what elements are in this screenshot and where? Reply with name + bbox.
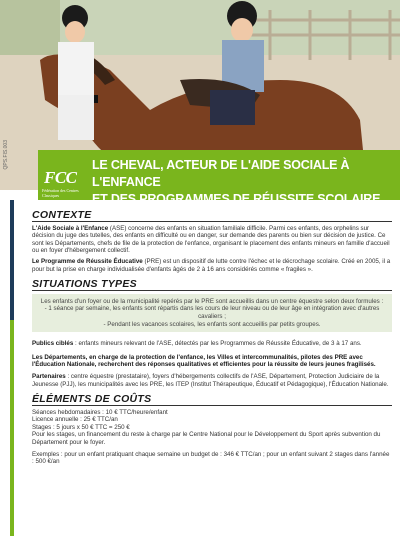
contexte-paragraph-ase: L'Aide Sociale à l'Enfance (ASE) concerne des enfants en situation familiale difficile. Parmi ces enfants, des orphelins sur décision du juge des tutelles, des enfants en difficulté ou en danger, sur demande des parents ou bien sur décision de justice. Ce sont les Départements, chefs de file de la protection de l'enfance, organisant le placement des enfants mineurs en famille d'accueil ou en foyer d'hébergement collectif. (32, 224, 390, 255)
partenaires-paragraph: Partenaires : centre équestre (prestataire), foyers d'hébergements collectifs de l'ASE, Département, Protection Judiciaire de la Jeunesse (PJJ), les municipalités avec les PRE, les ITEP (Institut Thérapeutique, Éducatif et Pédagogique), l'Éducation Nationale. (32, 372, 389, 388)
section-heading-situations: SITUATIONS TYPES (32, 281, 392, 291)
logo-text: FCC (44, 168, 77, 187)
situations-box (32, 294, 392, 332)
box-line: - 1 séance par semaine, les enfants sont répartis dans les cours de leur niveau ou de leur âge en intégration avec d'autres cavaliers ; (44, 305, 380, 320)
contexte-paragraph-pre: Le Programme de Réussite Éducative (PRE) est un dispositif de lutte contre l'échec et le décrochage scolaire. Créé en 2005, il a pour but la prise en charge individualisée d'enfants âgés de 2 à 16 ans considérés comme « fragiles ». (32, 257, 391, 273)
logo-subtitle: Fédération des Centres Classiques (42, 188, 79, 198)
page-title (92, 157, 392, 208)
cost-line: Licence annuelle : 25 € TTC/an (32, 416, 118, 424)
title-line-2: ET DES PROGRAMMES DE RÉUSSITE SCOLAIRE (92, 192, 381, 206)
side-bar-green (10, 320, 14, 536)
box-line: - Pendant les vacances scolaires, les enfants sont accueillis par petits groupes. (103, 320, 321, 328)
cost-examples: Exemples : pour un enfant pratiquant chaque semaine un budget de : 346 € TTC/an ; pour un enfant suivant 2 stages dans l'année : 500 €/an (32, 450, 390, 466)
fcc-logo (40, 152, 86, 198)
side-color-bar (10, 200, 14, 536)
cost-line: Séances hebdomadaires : 10 € TTC/heure/enfant (32, 408, 168, 416)
cost-line: Stages : 5 jours x 50 € TTC = 250 € (32, 423, 130, 431)
document-code: QPS.FIS.003 (3, 140, 9, 170)
section-heading-couts: ÉLÉMENTS DE COÛTS (32, 396, 392, 406)
publics-cibles: Publics ciblés : enfants mineurs relevant de l'ASE, détectés par les Programmes de Réussite Éducative, de 3 à 17 ans. (32, 340, 362, 348)
title-line-1: LE CHEVAL, ACTEUR DE L'AIDE SOCIALE À L'ENFANCE (92, 158, 350, 189)
cost-line: Pour les stages, un financement du reste à charge par le Centre National pour le Développement du Sport après subvention du Département pour le foyer. (32, 431, 381, 447)
departements-paragraph: Les Départements, en charge de la protection de l'enfance, les Villes et intercommunalités, pilotes des PRE avec l'Éducation Nationale, recherchent des réponses qualitatives et efficientes pour la réussite de leurs jeunes fragilisés. (32, 353, 376, 369)
main-content (32, 209, 392, 469)
side-bar-navy (10, 200, 14, 320)
box-line: Les enfants d'un foyer ou de la municipalité repérés par le PRE sont accueillis dans un centre équestre selon deux formules : (40, 297, 384, 305)
section-heading-contexte: CONTEXTE (32, 212, 392, 222)
